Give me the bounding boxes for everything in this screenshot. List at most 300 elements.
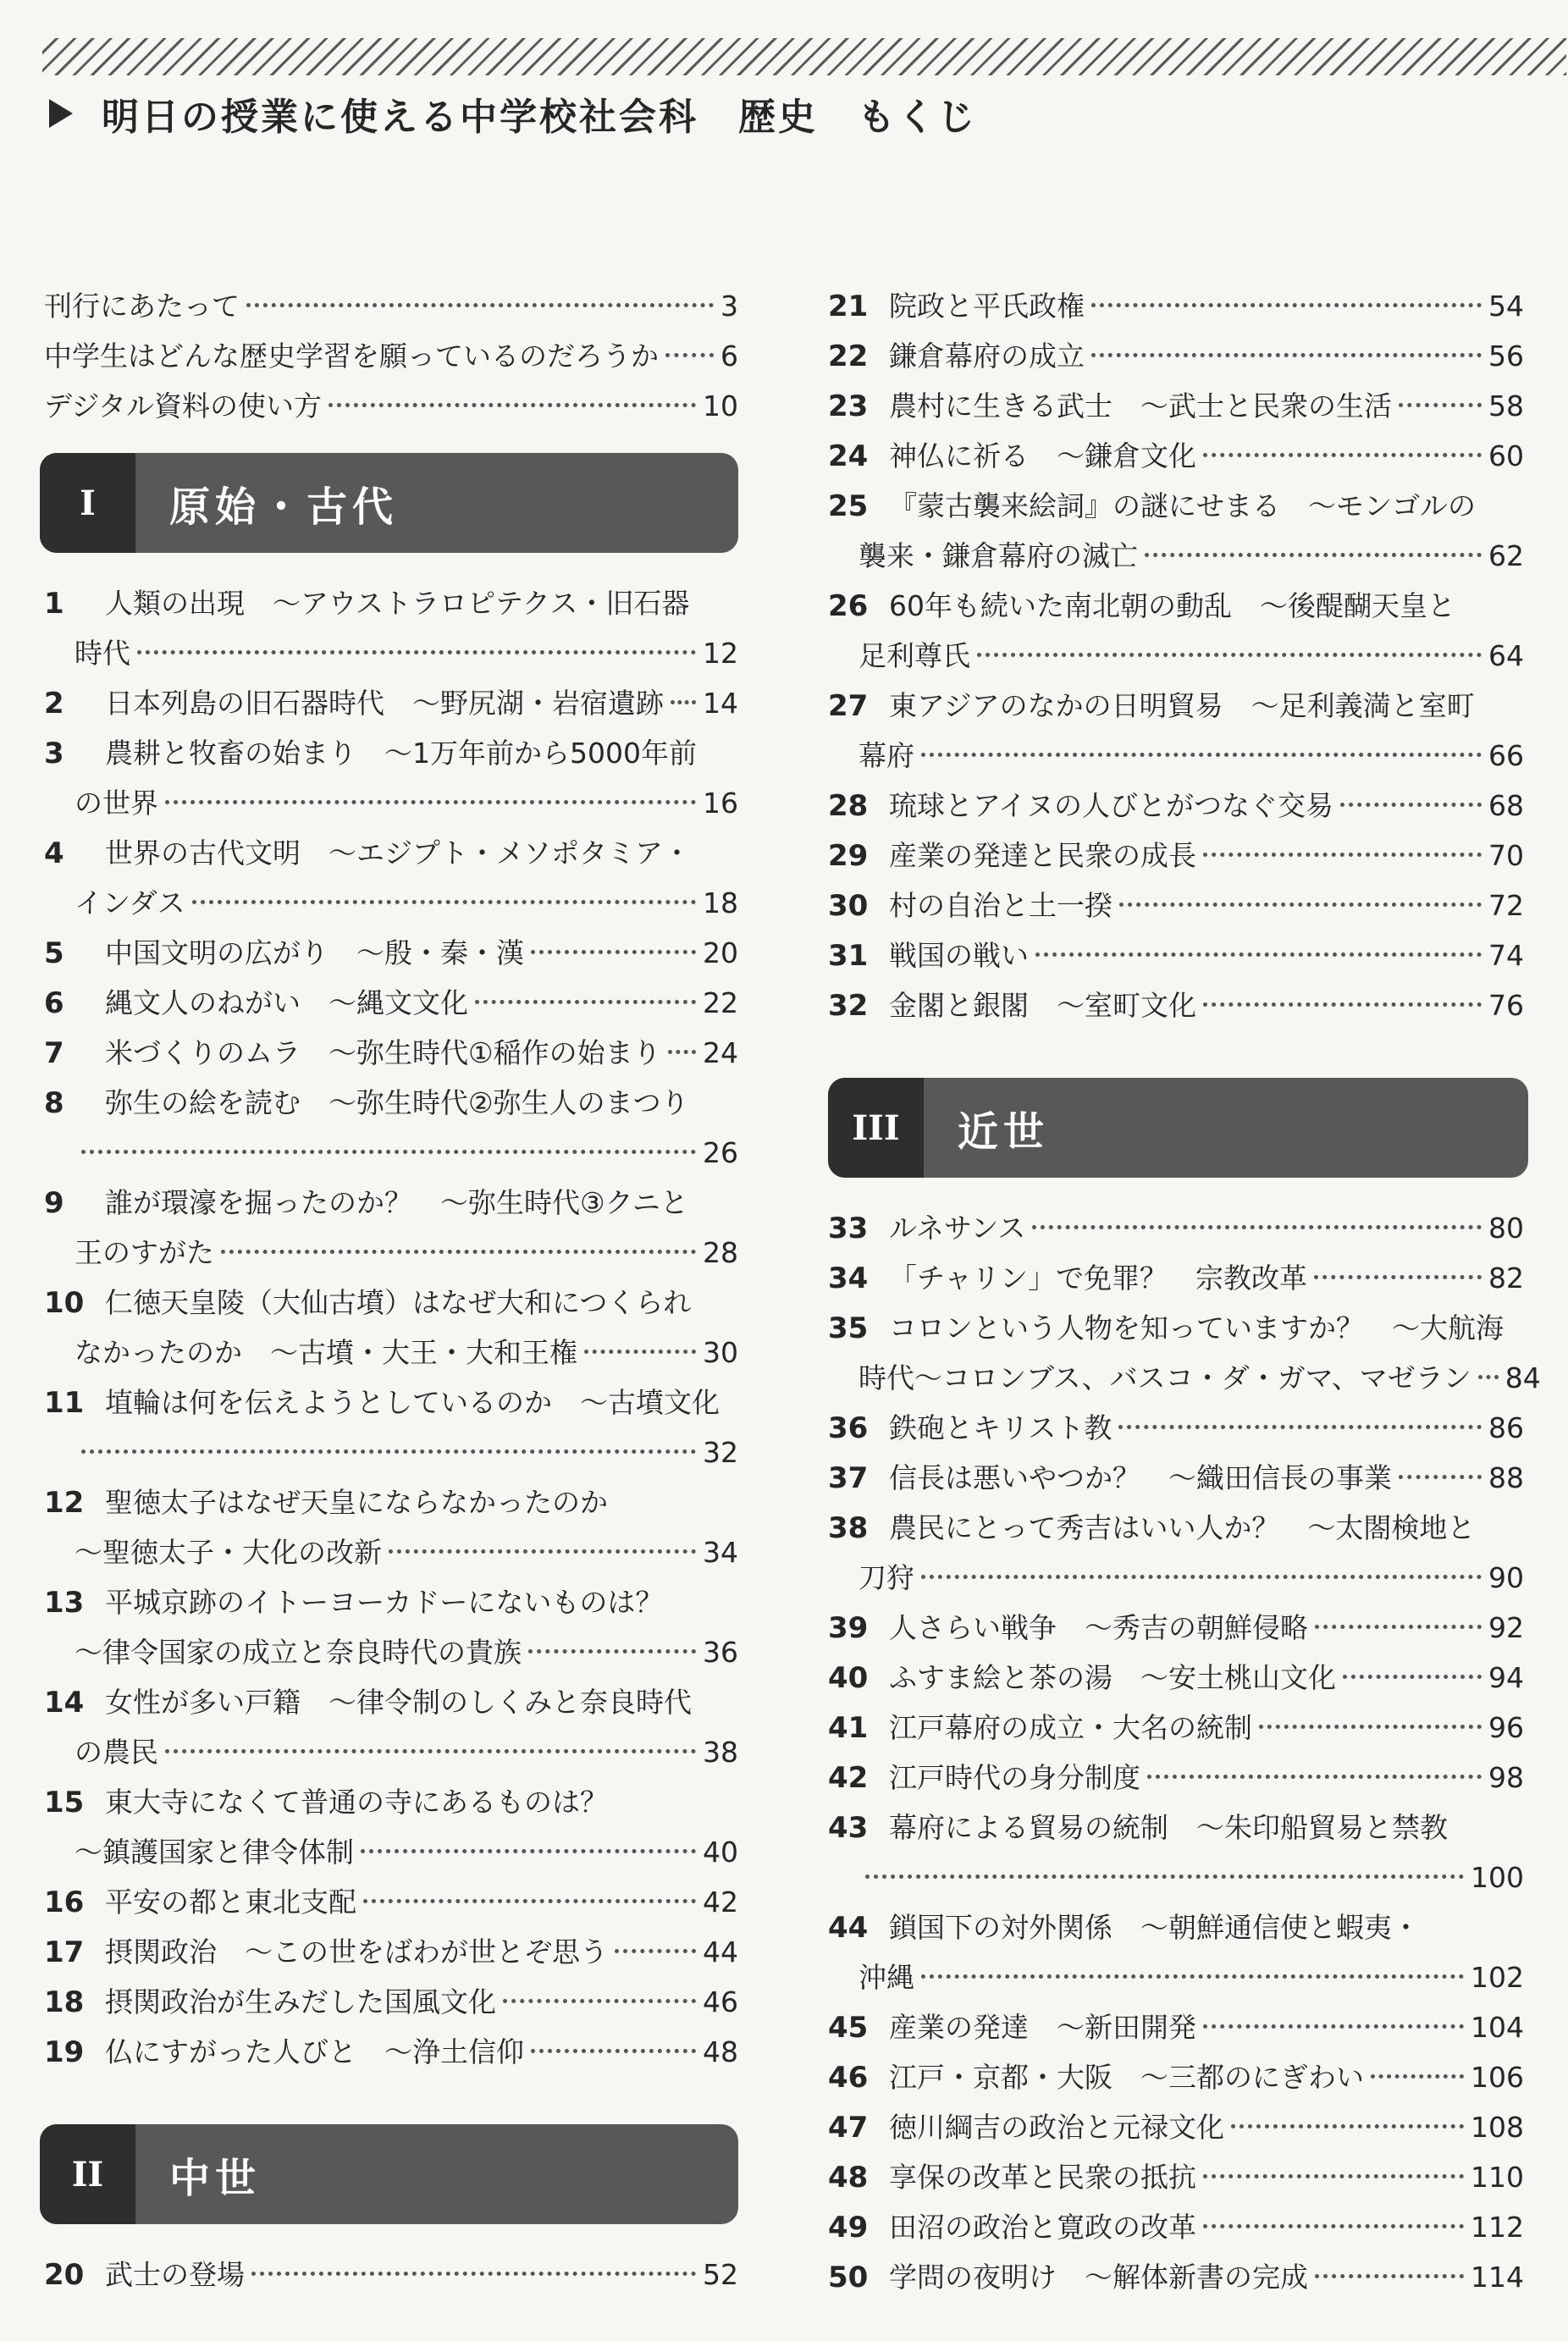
page-number: 64 [1488,639,1524,672]
entry-line [828,1603,1524,1653]
entry-number: 16 [44,1885,85,1919]
entry-title: 仁徳天皇陵（大仙古墳）はなぜ大和につくられ [105,1286,692,1319]
entry-number: 34 [828,1262,869,1295]
entry-line [44,678,738,728]
entry-number: 15 [44,1786,85,1819]
entry-number: 24 [828,439,869,473]
dot-leader [246,303,714,307]
entry-line-continued [44,1128,738,1178]
page-number: 112 [1471,2211,1524,2244]
dot-leader [1399,403,1482,407]
entry-line-continued [44,1827,738,1877]
dot-leader [1091,353,1482,357]
toc-entry[interactable] [828,2202,1524,2252]
entry-number: 31 [828,939,869,973]
dot-leader [1259,1725,1482,1729]
entry-title-continued: 足利尊氏 [859,639,970,672]
entry-line [44,578,738,628]
entry-title: 人さらい戦争 ～秀吉の朝鮮侵略 [889,1611,1308,1644]
entry-line [828,2202,1524,2252]
dot-leader [665,353,714,357]
entry-line [828,1403,1524,1453]
entry-title: 摂関政治 ～この世をばわが世とぞ思う [105,1935,608,1968]
dot-leader [81,1150,696,1154]
entry-number: 2 [44,687,64,721]
entry-number: 36 [828,1411,869,1445]
toc-entry[interactable] [828,930,1524,980]
entry-line [828,831,1524,881]
entry-number: 11 [44,1386,85,1420]
entry-number: 9 [44,1186,64,1220]
dot-leader [1340,803,1482,807]
entry-number: 43 [828,1811,869,1845]
entry-title: 信長は悪いやつか？ ～織田信長の事業 [889,1461,1392,1494]
entry-line [44,1078,738,1128]
entry-line [828,1303,1524,1353]
entry-number: 33 [828,1212,869,1245]
entry-number: 44 [828,1911,869,1945]
entry-title: 幕府による貿易の統制 ～朱印船貿易と禁教 [889,1811,1448,1844]
entry-line [828,1253,1524,1303]
page-number: 102 [1471,1961,1524,1994]
dot-leader [503,1999,696,2003]
entry-line [828,1203,1524,1253]
toc-entry[interactable] [44,1477,738,1577]
dot-leader [531,950,696,954]
entry-line [44,1877,738,1927]
entry-number: 8 [44,1086,64,1120]
page-number: 46 [703,1985,738,2018]
entry-title-continued: 王のすがた [75,1236,214,1269]
entry-number: 40 [828,1661,869,1695]
entry-line [828,1653,1524,1703]
entry-line [828,881,1524,930]
toc-entry[interactable] [828,1203,1524,1253]
toc-entry[interactable] [828,431,1524,481]
page-number: 110 [1471,2161,1524,2194]
toc-entry[interactable] [44,1977,738,2027]
dot-leader [329,403,696,407]
entry-title: 琉球とアイヌの人びとがつなぐ交易 [889,789,1334,822]
page-number: 40 [703,1836,738,1869]
entry-title: 江戸・京都・大阪 ～三都のにぎわい [889,2061,1364,2094]
page-number: 6 [721,340,738,373]
toc-entry[interactable] [828,1703,1524,1753]
entry-number: 42 [828,1761,869,1795]
dot-leader [1035,952,1482,957]
entry-title-continued: 幕府 [859,739,914,772]
entry-title-continued: ～律令国家の成立と奈良時代の貴族 [75,1636,522,1669]
entry-line-continued [828,1553,1524,1603]
dot-leader [1231,2124,1464,2128]
entry-title-continued: の世界 [75,787,158,820]
entry-line [828,481,1524,531]
entry-title: 弥生の絵を読む ～弥生時代②弥生人のまつり [105,1086,689,1119]
toc-entry[interactable] [828,1403,1524,1453]
entry-title: 農民にとって秀吉はいい人か？ ～太閤検地と [889,1511,1476,1544]
dot-leader [671,700,696,704]
entry-title: 刊行にあたって [44,290,240,323]
dot-leader [921,1974,1464,1979]
dot-leader [584,1350,696,1354]
section-title: 原始・古代 [169,483,399,531]
entry-line [44,1477,738,1527]
entry-title: 農耕と牧畜の始まり ～1万年前から5000年前 [105,737,697,770]
dot-leader [1091,303,1482,307]
page-title: 明日の授業に使える中学校社会科 歴史 もくじ [102,96,977,139]
entry-title-continued: 刀狩 [859,1561,914,1594]
triangle-bullet-icon [49,99,73,128]
toc-entry[interactable] [44,1278,738,1378]
entry-line [44,1278,738,1328]
toc-entry[interactable] [44,578,738,678]
page-number: 72 [1488,889,1524,922]
toc-entry[interactable] [44,928,738,978]
entry-line [44,1677,738,1727]
entry-number: 41 [828,1711,869,1745]
entry-line [44,928,738,978]
entry-title-continued: 時代 [75,637,130,670]
entry-number: 19 [44,2035,85,2069]
toc-left-column [44,281,738,2300]
toc-entry[interactable] [828,831,1524,881]
entry-title: 『蒙古襲来絵詞』の謎にせまる ～モンゴルの [889,489,1476,522]
entry-number: 5 [44,936,64,970]
toc-entry[interactable] [44,1028,738,1078]
entry-title: 産業の発達 ～新田開発 [889,2011,1196,2044]
toc-entry[interactable] [44,1677,738,1777]
entry-line [828,1803,1524,1852]
entry-title: 縄文人のねがい ～縄文文化 [105,986,468,1019]
entry-title: 享保の改革と民衆の抵抗 [889,2161,1196,2194]
toc-entry[interactable] [44,1378,738,1477]
page-number: 12 [703,637,738,670]
entry-title: 東アジアのなかの日明貿易 ～足利義満と室町 [889,689,1475,722]
entry-line-continued [828,1952,1524,2002]
toc-entry[interactable] [828,281,1524,331]
section-roman-numeral: II [40,2124,135,2224]
entry-number: 21 [828,290,869,323]
page-header [49,86,977,141]
toc-entry[interactable] [828,1803,1524,1902]
entry-line [44,1927,738,1977]
page-number: 86 [1488,1411,1524,1444]
hatched-header-band [42,38,1566,75]
toc-entry[interactable] [828,781,1524,831]
entry-line [44,2250,738,2300]
toc-entry[interactable] [828,2102,1524,2152]
entry-title: 田沼の政治と寛政の改革 [889,2211,1196,2244]
page-number: 106 [1471,2061,1524,2094]
entry-number: 38 [828,1511,869,1545]
page-number: 74 [1488,939,1524,972]
toc-entry[interactable] [828,2052,1524,2102]
toc-entry[interactable] [828,881,1524,930]
entry-line-continued [828,631,1524,681]
entry-line [44,1577,738,1627]
front-matter-item[interactable] [44,381,738,431]
entry-line [44,828,738,878]
page-number: 100 [1471,1861,1524,1894]
entry-title: 江戸時代の身分制度 [889,1761,1140,1794]
entry-line [44,1178,738,1228]
toc-entry[interactable] [828,980,1524,1030]
entry-line [44,1777,738,1827]
page-number: 80 [1488,1212,1524,1245]
toc-entry[interactable] [828,1453,1524,1503]
section-banner-early-modern [828,1078,1528,1178]
dot-leader [361,1849,696,1853]
entry-title: ルネサンス [889,1212,1026,1245]
entry-title: 東大寺になくて普通の寺にあるものは？ [105,1786,608,1819]
toc-entry[interactable] [44,978,738,1028]
section-roman-numeral: I [40,453,135,553]
toc-entry[interactable] [44,2250,738,2300]
entry-line [828,1703,1524,1753]
entry-line [828,581,1524,631]
entry-title: 女性が多い戸籍 ～律令制のしくみと奈良時代 [105,1686,692,1719]
entry-title-continued: の農民 [75,1736,158,1769]
page-number: 24 [703,1036,738,1069]
dot-leader [1203,853,1482,857]
section-banner-ancient [40,453,738,553]
dot-leader [1343,1675,1482,1679]
toc-entry[interactable] [828,1753,1524,1803]
toc-right-column [828,281,1541,2302]
toc-entry[interactable] [44,1178,738,1278]
entry-title: 摂関政治が生みだした国風文化 [105,1985,496,2018]
dot-leader [921,1575,1482,1579]
toc-entry[interactable] [828,2152,1524,2202]
entry-title: デジタル資料の使い方 [44,389,323,422]
page-number: 10 [703,389,738,422]
entry-number: 3 [44,737,64,770]
entry-number: 17 [44,1935,85,1969]
entry-title: 世界の古代文明 ～エジプト・メソポタミア・ [105,836,692,870]
page-number: 70 [1488,839,1524,872]
dot-leader [251,2272,696,2276]
page-number: 42 [703,1885,738,1919]
entry-title: 米づくりのムラ ～弥生時代①稲作の始まり [105,1036,661,1069]
page-number: 76 [1488,989,1524,1022]
front-matter-item[interactable] [44,331,738,381]
dot-leader [615,1949,696,1953]
toc-entry[interactable] [828,331,1524,381]
entry-number: 6 [44,986,64,1020]
entry-line [828,781,1524,831]
dot-leader [1118,1425,1482,1429]
entry-title: 神仏に祈る ～鎌倉文化 [889,439,1196,472]
dot-leader [865,1874,1464,1879]
entry-line [828,2002,1524,2052]
entry-number: 22 [828,340,869,373]
entry-number: 12 [44,1486,85,1520]
dot-leader [1315,1625,1482,1629]
toc-entry[interactable] [828,381,1524,431]
dot-leader [1314,1275,1482,1279]
page-number: 68 [1488,789,1524,822]
entry-number: 28 [828,789,869,823]
dot-leader [1315,2274,1464,2278]
page-number: 48 [703,2035,738,2068]
entry-title: 武士の登場 [105,2258,245,2291]
entry-number: 18 [44,1985,85,2019]
entry-line [44,2027,738,2077]
page-number: 66 [1488,739,1524,772]
entry-line [828,2152,1524,2202]
entry-title: 「チャリン」で免罪？ 宗教改革 [889,1262,1308,1295]
dot-leader [1119,903,1482,907]
entry-number: 29 [828,839,869,873]
entry-number: 25 [828,489,869,523]
entry-line [828,281,1524,331]
toc-entry[interactable] [44,1877,738,1927]
page-number: 90 [1488,1561,1524,1594]
toc-entry[interactable] [828,681,1524,781]
page-number: 44 [703,1935,738,1968]
entry-number: 1 [44,587,64,621]
page-number: 54 [1488,290,1524,323]
entry-line [828,2102,1524,2152]
dot-leader [921,753,1482,757]
entry-title: 金閣と銀閣 ～室町文化 [889,989,1196,1022]
entry-title: 村の自治と土一揆 [889,889,1113,922]
section-roman-numeral: III [828,1078,924,1178]
entry-line-continued [44,1527,738,1577]
toc-entry[interactable] [828,2252,1524,2302]
page-number: 104 [1471,2011,1524,2044]
toc-entry[interactable] [828,2002,1524,2052]
toc-entry[interactable] [44,1927,738,1977]
page-number: 88 [1488,1461,1524,1494]
entry-title: 鉄砲とキリスト教 [889,1411,1113,1444]
page-number: 32 [703,1436,738,1469]
dot-leader [81,1449,696,1454]
entry-number: 37 [828,1461,869,1495]
front-matter-item[interactable] [44,281,738,331]
entry-line [828,930,1524,980]
entry-line-continued [44,1328,738,1378]
page-number: 94 [1488,1661,1524,1694]
dot-leader [165,1749,696,1753]
dot-leader [977,653,1482,657]
toc-entry[interactable] [44,1577,738,1677]
page-number: 82 [1488,1262,1524,1295]
entry-line [828,2252,1524,2302]
entry-title: 平城京跡のイトーヨーカドーにないものは？ [105,1586,664,1619]
toc-entry[interactable] [828,1503,1524,1603]
dot-leader [475,1000,696,1004]
entry-title-continued: ～聖徳太子・大化の改新 [75,1536,382,1569]
entry-line [828,1902,1524,1952]
entry-line-continued [828,731,1524,781]
entry-line-continued [44,628,738,678]
page-number: 38 [703,1736,738,1769]
toc-entry[interactable] [44,828,738,928]
page-number: 56 [1488,340,1524,373]
page-number: 30 [703,1336,738,1369]
entry-number: 48 [828,2161,869,2195]
entry-line [828,2052,1524,2102]
entry-line [828,1503,1524,1553]
dot-leader [221,1250,696,1254]
entry-title: 埴輪は何を伝えようとしているのか ～古墳文化 [105,1386,720,1419]
toc-entry[interactable] [828,1653,1524,1703]
toc-entry[interactable] [828,1303,1541,1403]
dot-leader [528,1649,696,1654]
entry-number: 30 [828,889,869,923]
entry-line-continued [828,531,1524,581]
page-number: 60 [1488,439,1524,472]
toc-entry[interactable] [44,678,738,728]
entry-line [44,1028,738,1078]
entry-line-continued [44,1228,738,1278]
entry-title-continued: インダス [75,886,185,919]
entry-number: 32 [828,989,869,1023]
entry-number: 14 [44,1686,85,1720]
toc-entry[interactable] [828,1603,1524,1653]
entry-title: 60年も続いた南北朝の動乱 ～後醍醐天皇と [889,589,1455,622]
section-title: 中世 [169,2154,262,2202]
entry-line-continued [828,1852,1524,1902]
entry-number: 26 [828,589,869,623]
entry-number: 27 [828,689,869,723]
dot-leader [165,800,696,804]
page-number: 98 [1488,1761,1524,1794]
entry-title-continued: ～鎮護国家と律令体制 [75,1836,354,1869]
entry-title-continued: 襲来・鎌倉幕府の滅亡 [859,539,1138,572]
dot-leader [363,1899,696,1903]
entry-title-continued: 沖縄 [859,1961,914,1994]
entry-line-continued [44,1427,738,1477]
toc-entry[interactable] [828,481,1524,581]
entry-title: 徳川綱吉の政治と元禄文化 [889,2111,1224,2144]
entry-title: 産業の発達と民衆の成長 [889,839,1196,872]
page-number: 114 [1471,2261,1524,2294]
page-number: 26 [703,1136,738,1169]
entry-title: 江戸幕府の成立・大名の統制 [889,1711,1252,1744]
toc-entry[interactable] [828,1253,1524,1303]
entry-line-continued [44,1727,738,1777]
toc-entry[interactable] [828,1902,1524,2002]
toc-entry[interactable] [44,2027,738,2077]
entry-title: 誰が環濠を掘ったのか？ ～弥生時代③クニと [105,1186,688,1219]
dot-leader [1203,453,1482,457]
dot-leader [1203,2224,1464,2228]
dot-leader [1032,1225,1482,1229]
entry-number: 13 [44,1586,85,1620]
toc-entry[interactable] [44,1777,738,1877]
dot-leader [1399,1475,1482,1479]
entry-number: 20 [44,2258,85,2292]
entry-title: 農村に生きる武士 ～武士と民衆の生活 [889,389,1392,422]
entry-number: 35 [828,1311,869,1345]
page-number: 108 [1471,2111,1524,2144]
entry-number: 45 [828,2011,869,2045]
toc-entry[interactable] [44,728,738,828]
entry-line [44,1378,738,1427]
toc-entry[interactable] [828,581,1524,681]
entry-line [828,980,1524,1030]
entry-title: 日本列島の旧石器時代 ～野尻湖・岩宿遺跡 [105,687,664,720]
page-number: 22 [703,986,738,1019]
entry-title: 仏にすがった人びと ～浄土信仰 [105,2035,524,2068]
entry-title-continued: 時代～コロンブス、バスコ・ダ・ガマ、マゼラン [859,1361,1471,1394]
entry-line-continued [44,778,738,828]
toc-entry[interactable] [44,1078,738,1178]
entry-title: 学問の夜明け ～解体新書の完成 [889,2261,1308,2294]
entry-title: ふすま絵と茶の湯 ～安土桃山文化 [889,1661,1336,1694]
